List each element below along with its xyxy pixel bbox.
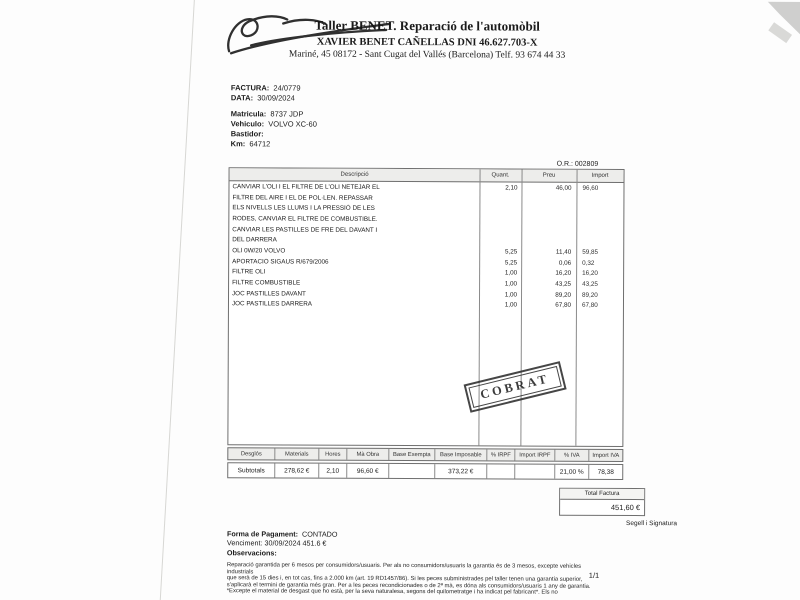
item-quant: 1,00 <box>504 291 518 299</box>
summary-base-imposable-value: 373,22 € <box>434 464 486 478</box>
summary-materials-value: 278,62 € <box>274 463 318 477</box>
item-quant: 5,25 <box>504 259 518 267</box>
total-factura-value: 451,60 € <box>610 502 641 513</box>
scan-corner-smudge <box>753 2 800 44</box>
item-desc: FILTRE COMBUSTIBLE <box>232 279 301 287</box>
items-table <box>227 167 624 447</box>
col-header-descripcio: Descripció <box>340 171 369 178</box>
payment-block <box>227 529 338 558</box>
repair-order-number: O.R.: 002809 <box>556 160 599 168</box>
item-desc: CANVIAR LES PASTILLES DE FRE DEL DAVANT I <box>232 225 378 234</box>
item-preu: 89,20 <box>555 291 572 299</box>
summary-col-base-imposable: Base Imposable <box>434 449 486 460</box>
summary-row-label: Subtotals <box>237 466 265 474</box>
summary-hores-value: 2,10 <box>318 464 346 478</box>
item-preu: 11,40 <box>555 248 572 256</box>
matricula-value: 8737 JDP <box>270 109 304 119</box>
item-import: 43,25 <box>582 280 598 288</box>
item-desc: RODES, CANVIAR EL FILTRE DE COMBUSTIBLE. <box>232 215 378 223</box>
item-quant: 2,10 <box>505 184 518 192</box>
item-import: 0,32 <box>582 259 595 267</box>
bastidor-label: Bastidor: <box>230 129 264 139</box>
summary-pct-irpf-value <box>486 464 514 478</box>
item-import: 89,20 <box>582 291 598 299</box>
summary-pct-iva-value: 21,00 % <box>554 465 588 479</box>
legal-footer <box>227 562 599 597</box>
item-desc: ELS NIVELLS LES LLUMS I LA PRESSIÓ DE LES <box>232 204 375 213</box>
item-preu: 67,80 <box>555 302 571 310</box>
observacions-label <box>227 548 338 558</box>
item-quant: 1,00 <box>504 301 517 309</box>
summary-import-iva-value: 78,38 <box>588 465 622 479</box>
data-label: DATA: <box>230 93 254 103</box>
item-desc: JOC PASTILLES DAVANT <box>232 289 306 298</box>
km-line <box>231 139 271 148</box>
summary-col-hores: Hores <box>318 449 346 460</box>
data-line <box>231 93 295 102</box>
forma-pagament-line <box>227 529 338 539</box>
table-row <box>229 299 623 311</box>
vehiculo-value: VOLVO XC-60 <box>268 119 317 129</box>
matricula-label: Matricula: <box>230 109 267 119</box>
summary-base-exempta-value <box>388 464 434 478</box>
legal-line-3: s'aplicarà el termini de garantia més gran. Per a les peces recondicionades o de 2ª mà, es dóna als consumidors/usuaris 1 any de garantia. <box>226 582 591 590</box>
items-rows <box>229 181 624 311</box>
forma-pagament-value: CONTADO <box>302 529 338 539</box>
vehiculo-line <box>231 119 317 128</box>
item-desc: FILTRE OLI <box>232 268 266 276</box>
summary-col-import-irpf: Import IRPF <box>514 450 554 461</box>
col-header-import: Import <box>591 172 609 179</box>
summary-col-pct-iva: % IVA <box>554 450 588 461</box>
owner-line: XAVIER BENET CAÑELLAS DNI 46.627.703-X <box>316 36 538 49</box>
summary-col-import-iva: Import IVA <box>588 450 622 461</box>
summary-col-desglos: Desglós <box>240 450 262 457</box>
page-number: 1/1 <box>588 570 600 580</box>
item-desc: CANVIAR L'OLI I EL FILTRE DE L'OLI NETEJAR EL <box>232 183 380 191</box>
item-desc: OLI 0W/20 VOLVO <box>232 247 286 255</box>
cobrat-stamp-text: COBRAT <box>468 366 561 408</box>
item-desc: DEL DARRERA <box>232 236 277 244</box>
vehiculo-label: Vehiculo: <box>230 119 265 129</box>
observacions-text: Observacions: <box>226 548 277 558</box>
summary-col-base-exempta: Base Exempta <box>388 449 434 460</box>
matricula-line <box>231 109 304 118</box>
summary-import-irpf-value <box>514 465 554 479</box>
ink-scribble <box>221 9 396 58</box>
legal-line-4: *Excepte el material de desgast que ho està, per la seva naturalesa, segons del quilometratge i ha indicat pel fabricant*. Els no <box>226 588 558 597</box>
item-import: 67,80 <box>581 302 598 310</box>
address-line: Mariné, 45 08172 - Sant Cugat del Vallés (Barcelona) Telf. 93 674 44 33 <box>288 49 566 61</box>
km-value: 64712 <box>249 139 271 149</box>
item-preu: 46,00 <box>555 184 572 192</box>
col-header-preu: Preu <box>542 172 556 179</box>
total-factura-label: Total Factura <box>560 489 644 500</box>
item-quant: 1,00 <box>504 280 518 288</box>
forma-pagament-label: Forma de Pagament: <box>226 529 299 539</box>
summary-col-pct-irpf: % IRPF <box>486 449 514 460</box>
legal-line-2: que serà de 15 dies i, en tot cas, fins a 2.000 km (art. 19 RD1457/86). Si les peces subministrades pel taller tenen una garantia superior, <box>226 575 583 583</box>
item-preu: 43,25 <box>555 280 572 288</box>
bastidor-line <box>231 129 266 138</box>
item-import: 16,20 <box>582 270 598 278</box>
legal-line-1: Reparació garantida per 6 mesos per consumidors/usuaris. Per als no consumidors/usuaris la garantia és de 3 mesos, excepte vehicles industrials <box>226 562 582 575</box>
km-label: Km: <box>230 139 246 149</box>
scan-page-edge-line <box>159 0 195 600</box>
summary-col-materials: Materials <box>274 448 318 459</box>
total-factura-box <box>559 488 645 516</box>
item-desc: FILTRE DEL AIRE I EL DE POL·LEN. REPASSAR <box>232 193 373 202</box>
summary-header-row <box>227 447 623 462</box>
factura-line <box>231 83 301 92</box>
item-quant: 1,00 <box>504 269 518 277</box>
scan-corner-smudge-small <box>768 22 792 43</box>
summary-maobra-value: 96,60 € <box>346 464 388 478</box>
item-desc: JOC PASTILLES DARRERA <box>231 300 313 309</box>
summary-col-maobra: Mà Obra <box>346 449 388 460</box>
venciment-line: Venciment: 30/09/2024 451.6 € <box>226 538 327 549</box>
item-quant: 5,25 <box>504 248 518 256</box>
factura-label: FACTURA: <box>230 83 270 93</box>
shop-title: Taller BENET. Reparació de l'automòbil <box>314 17 540 34</box>
signature-label: Segell i Signatura <box>626 519 677 528</box>
col-header-quant: Quant. <box>491 172 510 179</box>
item-preu: 16,20 <box>555 270 572 278</box>
data-value: 30/09/2024 <box>257 93 295 103</box>
item-import: 96,60 <box>582 184 599 192</box>
factura-value: 24/0779 <box>273 83 301 93</box>
summary-values-row <box>227 462 623 480</box>
item-import: 59,85 <box>582 248 598 256</box>
item-desc: APORTACIÓ SIGAUS R/679/2006 <box>232 257 329 266</box>
item-preu: 0,06 <box>558 259 572 267</box>
